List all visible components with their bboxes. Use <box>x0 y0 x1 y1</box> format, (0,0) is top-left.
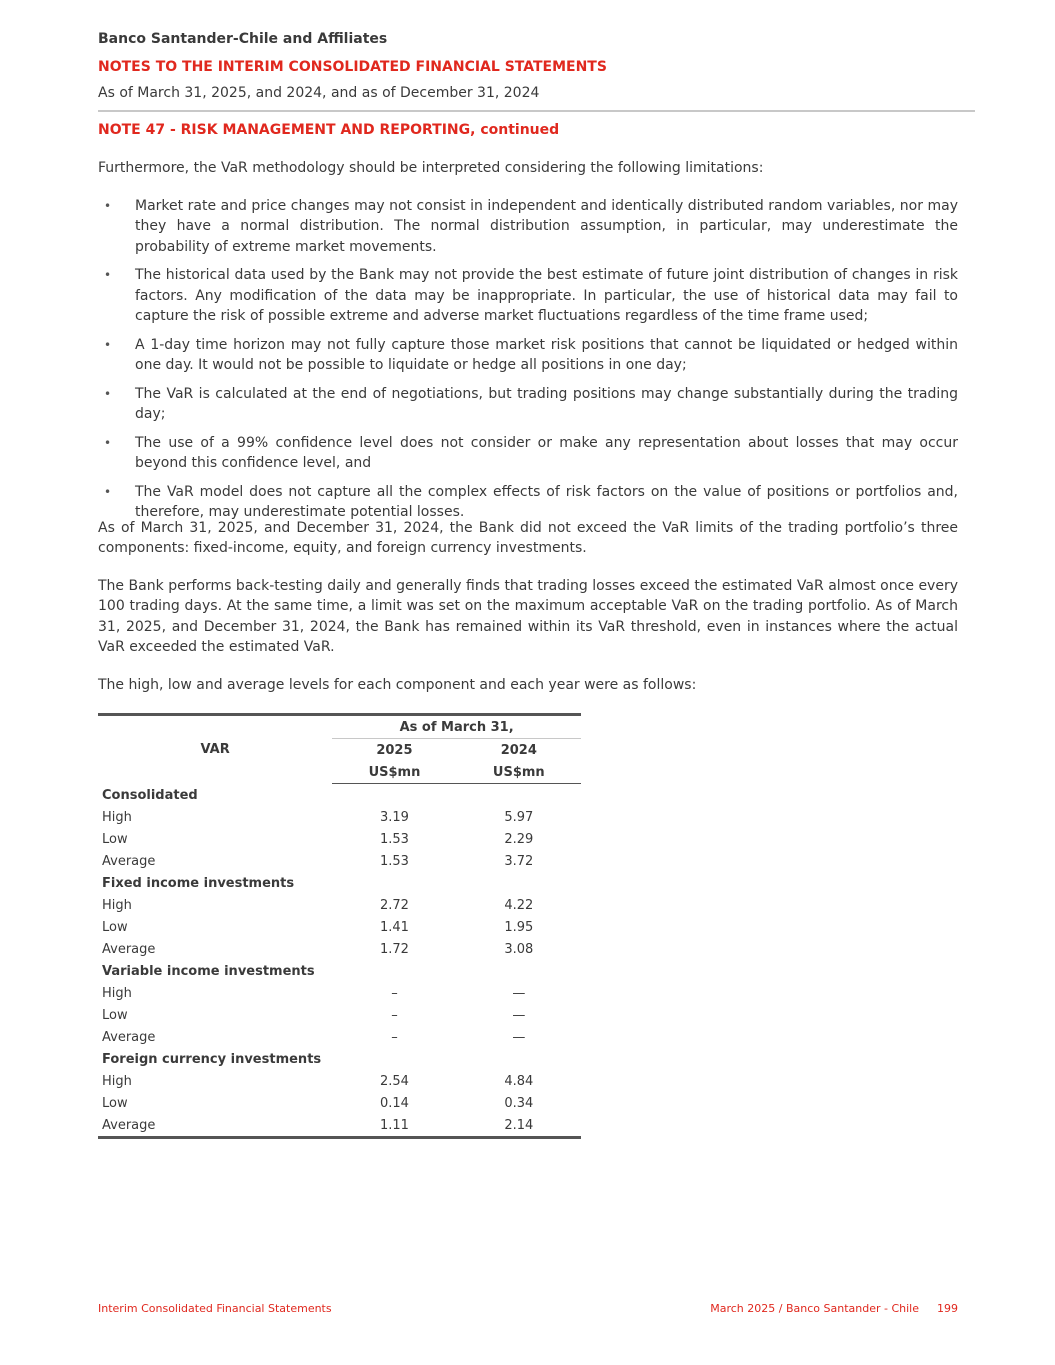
table-row <box>98 1026 581 1048</box>
bullet-icon: • <box>104 386 112 401</box>
bullet-icon: • <box>104 484 112 499</box>
company-name: Banco Santander-Chile and Affiliates <box>98 31 388 47</box>
value-2024: 5.97 <box>504 809 534 825</box>
section-row <box>98 1048 581 1070</box>
row-label: Average <box>102 941 156 957</box>
footer-right <box>710 1302 958 1315</box>
row-label: High <box>102 897 132 913</box>
value-2025: – <box>391 985 398 1001</box>
table-row <box>98 1004 581 1026</box>
note-title: NOTE 47 - RISK MANAGEMENT AND REPORTING, continued <box>98 122 560 138</box>
value-2024: 4.22 <box>504 897 534 913</box>
section-row <box>98 872 581 894</box>
table-row <box>98 938 581 960</box>
value-2025: 2.54 <box>379 1073 409 1089</box>
value-2025: 1.72 <box>379 941 409 957</box>
list-item <box>98 482 958 523</box>
value-2024: 1.95 <box>504 919 534 935</box>
table-row <box>98 806 581 828</box>
value-2024: 2.14 <box>457 1114 581 1138</box>
value-2025: 0.14 <box>379 1095 409 1111</box>
table-row <box>98 982 581 1004</box>
row-label: High <box>102 1073 132 1089</box>
table-row <box>98 1092 581 1114</box>
row-label: Average <box>102 1029 156 1045</box>
value-2025: 2.72 <box>379 897 409 913</box>
back-testing-paragraph: The Bank performs back-testing daily and generally finds that trading losses exceed the estimated VaR almost once every 100 trading days. At the same time, a limit was set on the maximum acceptable VaR on the trading portfolio. As of March 31, 2025, and December 31, 2024, the Bank has remained within its VaR threshold, even in instances where the actual VaR exceeded the estimated VaR. <box>98 578 958 656</box>
value-2024: — <box>512 985 526 1001</box>
section-title: Foreign currency investments <box>102 1051 322 1067</box>
section-title: Variable income investments <box>102 963 315 979</box>
value-2024: 2.29 <box>504 831 534 847</box>
list-item <box>98 335 958 376</box>
list-item <box>98 196 958 257</box>
footer-left-text: Interim Consolidated Financial Statements <box>98 1302 332 1315</box>
value-2024: 4.84 <box>504 1073 534 1089</box>
table-row <box>98 850 581 872</box>
year-header-2024: 2024 <box>500 742 537 758</box>
bullet-icon: • <box>104 268 112 283</box>
section-row <box>98 784 581 807</box>
list-item-text: The VaR model does not capture all the complex effects of risk factors on the value of positions or portfolios and, therefore, may underestimate potential losses. <box>135 483 958 521</box>
row-label: High <box>102 809 132 825</box>
row-label: Average <box>98 1114 332 1138</box>
value-2024: — <box>512 1029 526 1045</box>
header-divider <box>98 110 975 112</box>
section-title: Fixed income investments <box>102 875 295 891</box>
as-of-date: As of March 31, 2025, and 2024, and as of December 31, 2024 <box>98 85 540 101</box>
list-item-text: The VaR is calculated at the end of negotiations, but trading positions may change substantially during the trading day; <box>135 385 958 423</box>
unit-header-2024: US$mn <box>457 761 581 784</box>
bullet-icon: • <box>104 435 112 450</box>
limitations-list <box>98 196 958 531</box>
intro-paragraph: Furthermore, the VaR methodology should be interpreted considering the following limitations: <box>98 160 764 176</box>
row-label: Low <box>102 1007 128 1023</box>
value-2025: – <box>391 1007 398 1023</box>
var-column-header: VAR <box>200 742 230 758</box>
value-2025: 1.41 <box>379 919 409 935</box>
table-row <box>98 916 581 938</box>
notes-title: NOTES TO THE INTERIM CONSOLIDATED FINANCIAL STATEMENTS <box>98 59 607 75</box>
table-row <box>98 1114 581 1138</box>
table-row <box>98 894 581 916</box>
list-item-text: Market rate and price changes may not consist in independent and identically distributed random variables, nor may they have a normal distribution. The normal distribution assumption, in particular, may underestimate the probability of extreme market movements. <box>135 198 958 255</box>
list-item <box>98 384 958 425</box>
table-row <box>98 1070 581 1092</box>
row-label: Low <box>102 1095 128 1111</box>
value-2024: 3.08 <box>504 941 534 957</box>
value-2024: — <box>512 1007 526 1023</box>
var-limits-paragraph: As of March 31, 2025, and December 31, 2024, the Bank did not exceed the VaR limits of the trading portfolio’s three components: fixed-income, equity, and foreign currency investments. <box>98 520 958 557</box>
row-label: High <box>102 985 132 1001</box>
value-2025: 1.53 <box>379 831 409 847</box>
group-header: As of March 31, <box>332 716 581 739</box>
table-header-row <box>98 716 581 739</box>
value-2024: 0.34 <box>504 1095 534 1111</box>
var-table <box>98 713 581 1139</box>
footer-right-text: March 2025 / Banco Santander - Chile <box>710 1302 919 1315</box>
unit-header-2025: US$mn <box>332 761 456 784</box>
table-row <box>98 828 581 850</box>
row-label: Low <box>102 919 128 935</box>
value-2024: 3.72 <box>504 853 534 869</box>
section-title: Consolidated <box>102 787 198 803</box>
bullet-icon: • <box>104 337 112 352</box>
value-2025: 3.19 <box>379 809 409 825</box>
list-item <box>98 265 958 326</box>
year-header-2025: 2025 <box>376 742 413 758</box>
var-table-body <box>98 784 581 1138</box>
row-label: Low <box>102 831 128 847</box>
list-item-text: The historical data used by the Bank may not provide the best estimate of future joint distribution of changes in risk factors. Any modification of the data may be inappropriate. In particular, the use of historical data may fail to capture the risk of possible extreme and adverse market fluctuations regardless of the time frame used; <box>135 267 958 325</box>
list-item-text: The use of a 99% confidence level does not consider or make any representation about losses that may occur beyond this confidence level, and <box>135 434 958 472</box>
row-label: Average <box>102 853 156 869</box>
value-2025: 1.11 <box>332 1114 456 1138</box>
value-2025: 1.53 <box>379 853 409 869</box>
page-number: 199 <box>937 1302 958 1315</box>
value-2025: – <box>391 1029 398 1045</box>
list-item-text: A 1-day time horizon may not fully capture those market risk positions that cannot be liquidated or hedged within one day. It would not be possible to liquidate or hedge all positions in one day; <box>135 336 958 374</box>
table-intro-paragraph: The high, low and average levels for each component and each year were as follows: <box>98 677 697 693</box>
section-row <box>98 960 581 982</box>
bullet-icon: • <box>104 199 112 213</box>
list-item <box>98 433 958 474</box>
